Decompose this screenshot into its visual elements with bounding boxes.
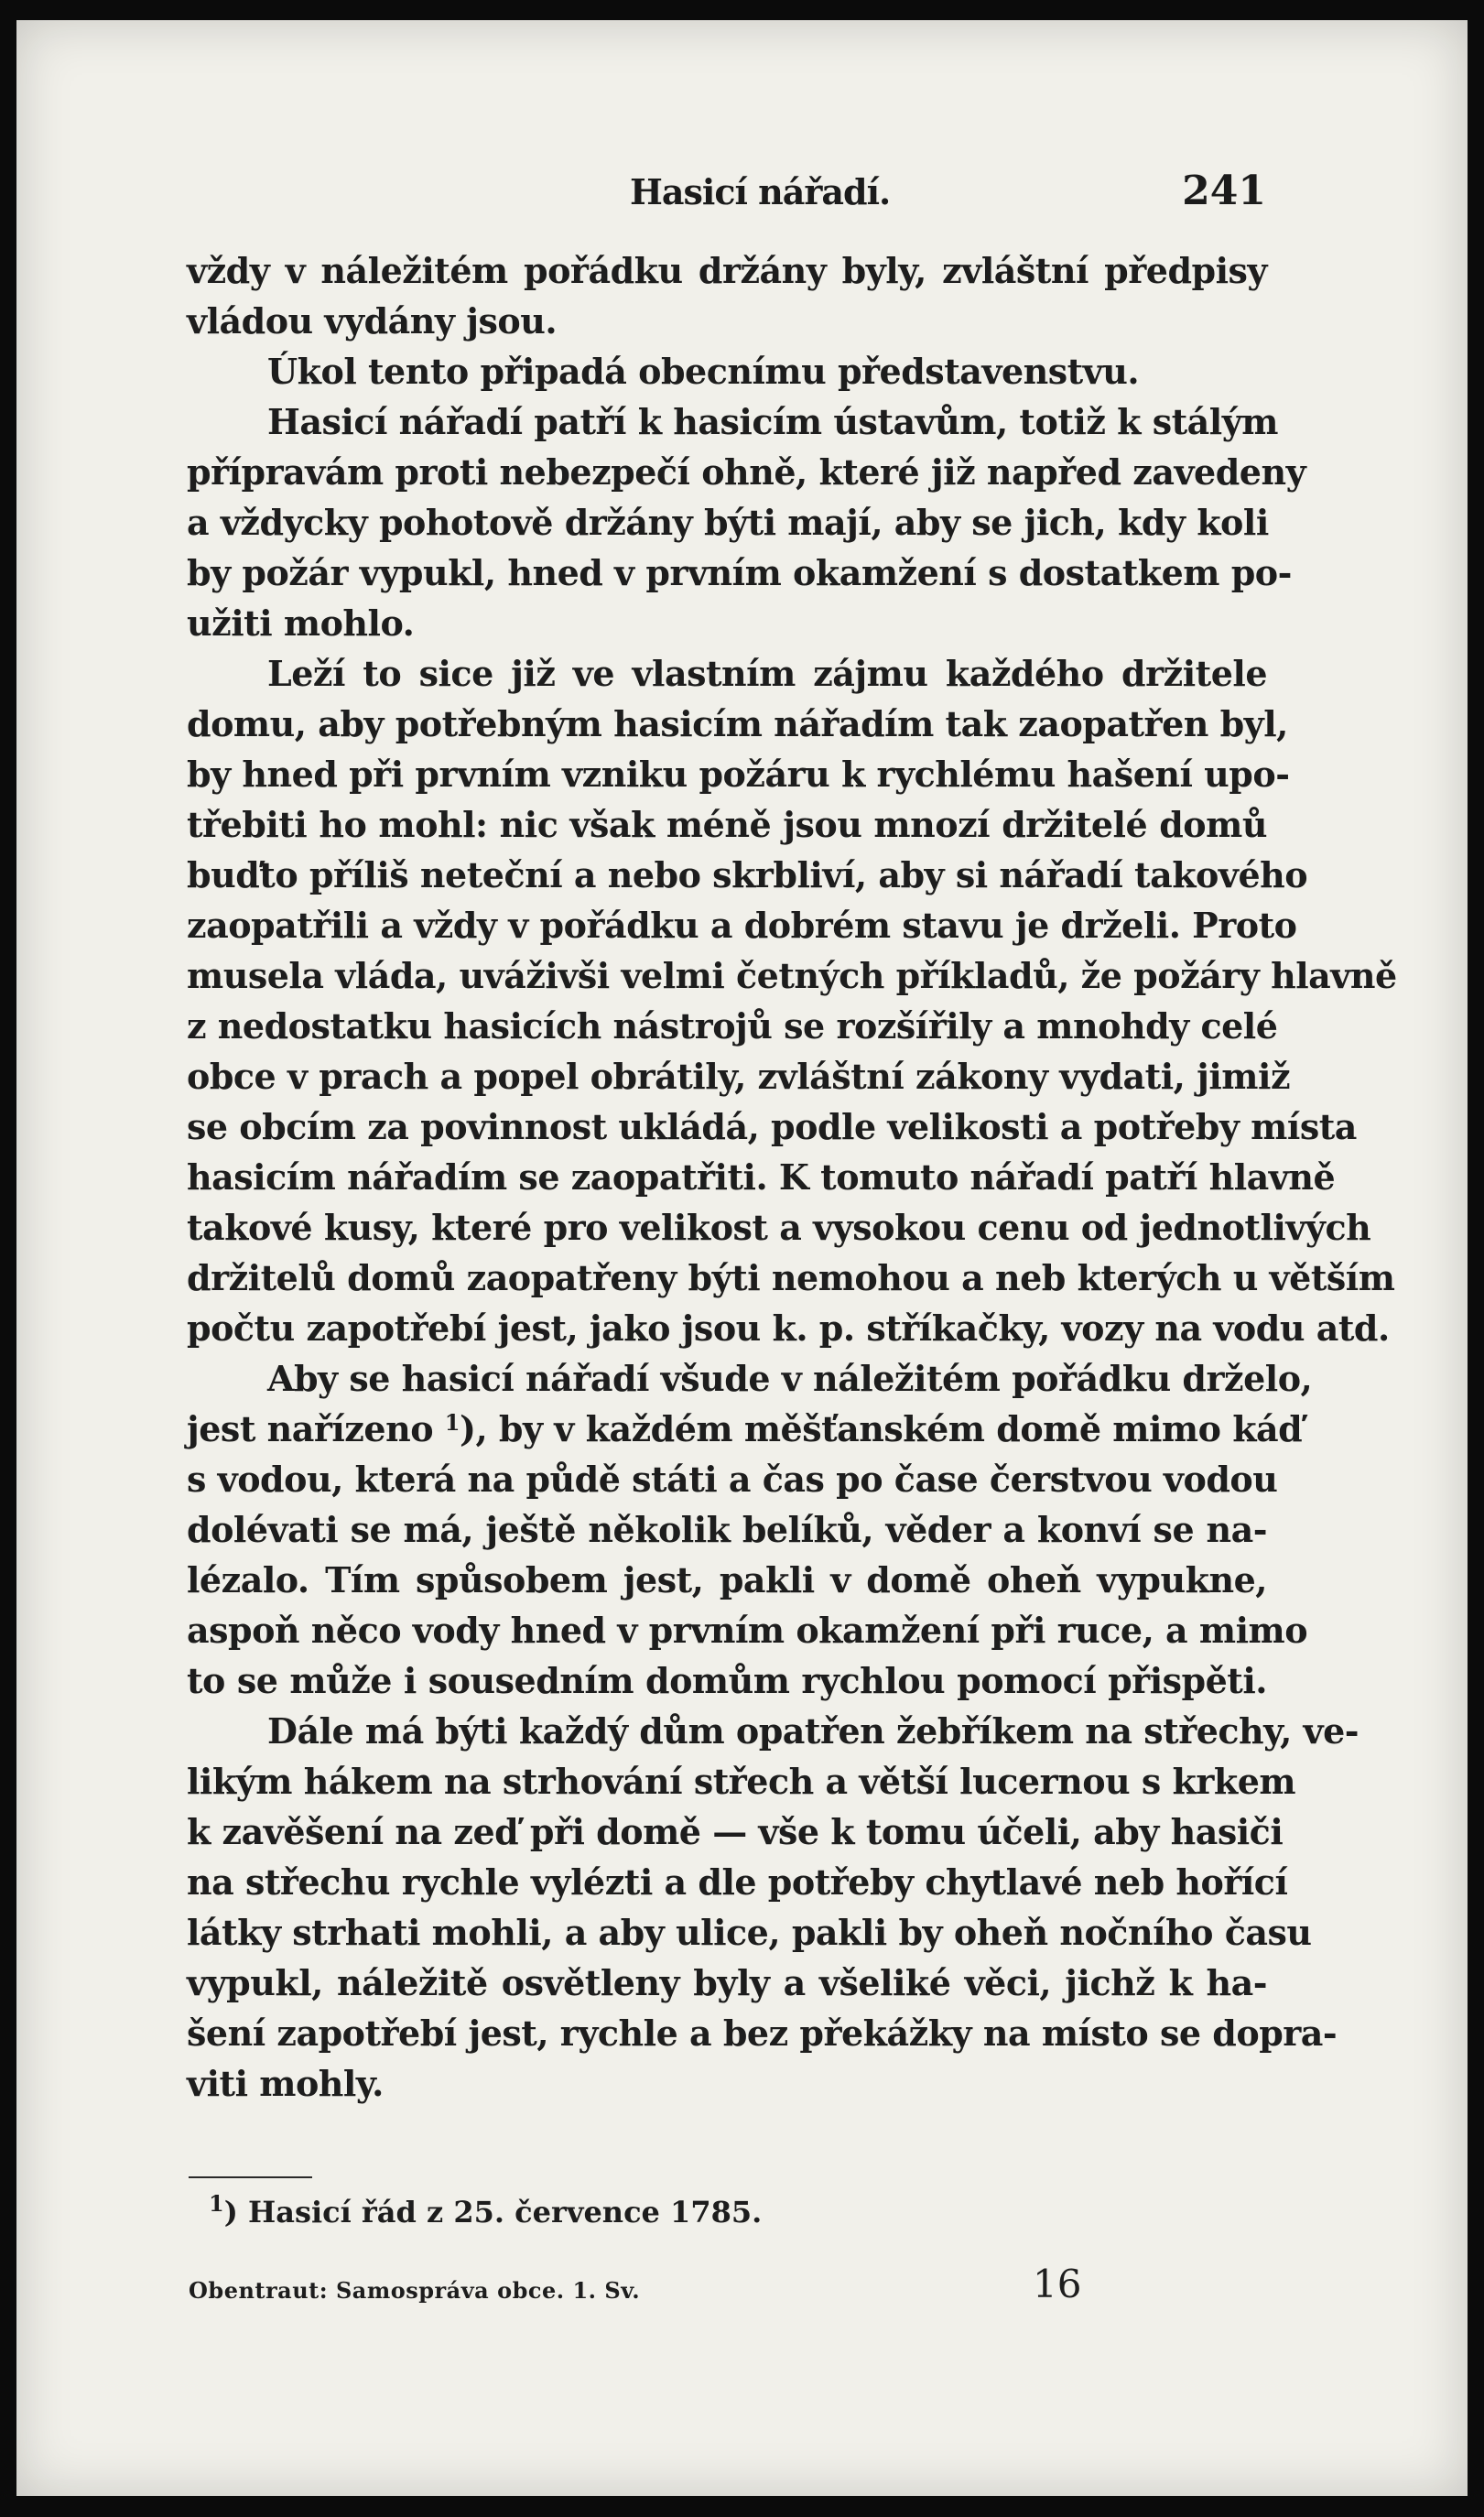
text-line: viti mohly. <box>187 2063 384 2104</box>
text-line: vládou vydány jsou. <box>187 300 558 342</box>
text-line: dolévati se má, ještě několik belíků, věder a konví se na- <box>187 1509 1267 1550</box>
text-line: zaopatřili a vždy v pořádku a dobrém stavu je drželi. Proto <box>187 905 1297 946</box>
footnote-divider <box>189 2176 312 2178</box>
text-fragment: jest nařízeno <box>187 1408 434 1449</box>
book-page <box>16 20 1468 2496</box>
printer-signature: Obentraut: Samospráva obce. 1. Sv. <box>189 2277 641 2304</box>
text-line: domu, aby potřebným hasicím nářadím tak zaopatřen byl, <box>187 703 1288 744</box>
page-number: 241 <box>1182 168 1266 214</box>
text-line: musela vláda, uváživši velmi četných příkladů, že požáry hlavně <box>187 955 1397 996</box>
text-line: takové kusy, které pro velikost a vysokou cenu od jednotlivých <box>187 1207 1371 1248</box>
text-line: buďto příliš neteční a nebo skrbliví, aby si nářadí takového <box>187 854 1308 895</box>
footnote-text: ) Hasicí řád z 25. července 1785. <box>223 2195 763 2229</box>
text-line: Hasicí nářadí patří k hasicím ústavům, totiž k stálým <box>267 401 1278 442</box>
text-line: by hned při prvním vzniku požáru k rychlému hašení upo- <box>187 754 1290 795</box>
text-line: vždy v náležitém pořádku držány byly, zvláštní předpisy <box>187 250 1267 291</box>
text-line: Leží to sice již ve vlastním zájmu každého držitele <box>267 653 1267 694</box>
text-line: látky strhati mohli, a aby ulice, pakli by oheň nočního času <box>187 1912 1312 1953</box>
text-line: na střechu rychle vylézti a dle potřeby chytlavé neb hořící <box>187 1861 1288 1903</box>
page-header <box>200 168 1266 226</box>
body-text <box>187 245 1397 2109</box>
text-line: to se může i sousedním domům rychlou pomocí přispěti. <box>187 1660 1267 1701</box>
text-line: by požár vypukl, hned v prvním okamžení s dostatkem po- <box>187 552 1292 593</box>
footnote <box>209 2190 763 2229</box>
text-line: a vždycky pohotově držány býti mají, aby se jich, kdy koli <box>187 502 1269 543</box>
running-head: Hasicí nářadí. <box>630 171 891 212</box>
text-line: obce v prach a popel obrátily, zvláštní zákony vydati, jimiž <box>187 1056 1291 1097</box>
text-line: Dále má býti každý dům opatřen žebříkem na střechy, ve- <box>267 1710 1359 1752</box>
footnote-marker: 1 <box>209 2190 224 2217</box>
footnote-marker: 1 <box>444 1409 460 1436</box>
text-line: vypukl, náležitě osvětleny byly a všeliké věci, jichž k ha- <box>187 1962 1267 2003</box>
text-line: s vodou, která na půdě státi a čas po čase čerstvou vodou <box>187 1459 1278 1500</box>
text-line: k zavěšení na zeď při domě — vše k tomu účeli, aby hasiči <box>187 1811 1284 1852</box>
text-line: užiti mohlo. <box>187 602 415 644</box>
text-fragment: ), by v každém měšťanském domě mimo káď <box>459 1408 1303 1449</box>
sheet-number: 16 <box>1033 2262 1082 2306</box>
text-line: třebiti ho mohl: nic však méně jsou mnozí držitelé domů <box>187 804 1267 845</box>
text-line: držitelů domů zaopatřeny býti nemohou a neb kterých u větším <box>187 1257 1395 1298</box>
text-line: se obcím za povinnost ukládá, podle velikosti a potřeby místa <box>187 1106 1357 1147</box>
text-line: z nedostatku hasicích nástrojů se rozšířily a mnohdy celé <box>187 1005 1278 1047</box>
text-line: počtu zapotřebí jest, jako jsou k. p. stříkačky, vozy na vodu atd. <box>187 1307 1390 1349</box>
text-line <box>187 1404 1303 1454</box>
text-line: přípravám proti nebezpečí ohně, které již napřed zavedeny <box>187 451 1306 493</box>
text-line: Aby se hasicí nářadí všude v náležitém pořádku drželo, <box>267 1358 1313 1399</box>
text-line: lézalo. Tím spůsobem jest, pakli v domě oheň vypukne, <box>187 1559 1267 1600</box>
text-line: aspoň něco vody hned v prvním okamžení při ruce, a mimo <box>187 1610 1308 1651</box>
text-line: Úkol tento připadá obecnímu představenstvu. <box>267 351 1140 392</box>
text-line: likým hákem na strhování střech a větší lucernou s krkem <box>187 1761 1296 1802</box>
text-line: šení zapotřebí jest, rychle a bez překážky na místo se dopra- <box>187 2013 1338 2054</box>
text-line: hasicím nářadím se zaopatřiti. K tomuto nářadí patří hlavně <box>187 1156 1336 1198</box>
